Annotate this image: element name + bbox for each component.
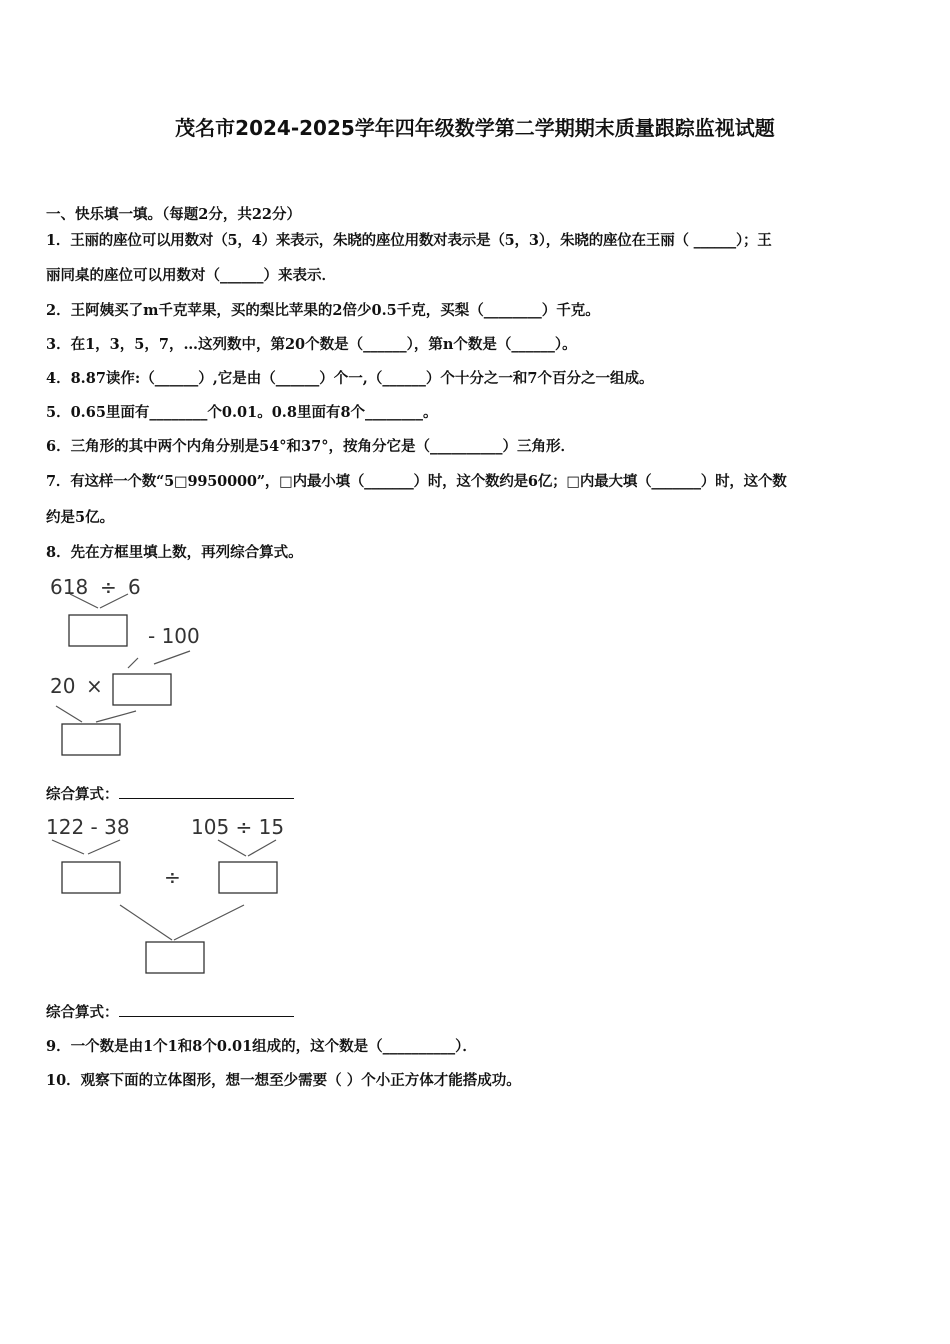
question-9: 9．一个数是由1个1和8个0.01组成的，这个数是（__________）．: [46, 1038, 477, 1055]
diagram1-minus-100: - 100: [148, 624, 200, 648]
section-heading: 一、快乐填一填。（每题2分，共22分）: [46, 206, 302, 223]
calc-diagram-1: [40, 572, 260, 766]
question-10: 10．观察下面的立体图形，想一想至少需要（ ）个小正方体才能搭成功。: [46, 1072, 521, 1089]
formula-blank[interactable]: [119, 1004, 294, 1017]
connector-line: [56, 706, 82, 722]
question-5: 5．0.65里面有________个0.01。0.8里面有8个________。: [46, 404, 438, 421]
answer-box[interactable]: [62, 862, 120, 893]
connector-line: [128, 658, 138, 668]
connector-line: [96, 711, 136, 722]
question-8: 8．先在方框里填上数，再列综合算式。: [46, 544, 303, 561]
question-1-line-1: 1．王丽的座位可以用数对（5，4）来表示，朱晓的座位用数对表示是（5，3），朱晓的座位在王丽（ ______）；王: [46, 232, 772, 249]
diagram2-right-expr: 105 ÷ 15: [191, 815, 285, 839]
connector-line: [52, 840, 84, 854]
diagram1-20: 20: [50, 674, 76, 698]
connector-line: [174, 905, 244, 940]
connector-line: [218, 840, 246, 856]
answer-box[interactable]: [113, 674, 171, 705]
formula-line-1: [46, 783, 294, 804]
formula-line-2: [46, 1001, 294, 1022]
diagram1-times: ×: [86, 674, 103, 698]
answer-box[interactable]: [219, 862, 277, 893]
diagram2-left-expr: 122 - 38: [46, 815, 130, 839]
connector-line: [88, 840, 120, 854]
question-3: 3．在1，3，5，7，…这列数中，第20个数是（______），第n个数是（______）。: [46, 336, 577, 353]
question-7-line-2: 约是5亿。: [46, 509, 115, 526]
diagram1-6: 6: [128, 575, 141, 599]
question-2: 2．王阿姨买了m千克苹果，买的梨比苹果的2倍少0.5千克，买梨（________）千克。: [46, 302, 600, 319]
answer-box[interactable]: [146, 942, 204, 973]
formula-label: 综合算式：: [46, 1004, 119, 1021]
connector-line: [120, 905, 172, 940]
question-7-line-1: 7．有这样一个数“5□9950000”，□内最小填（_______）时，这个数约是6亿；□内最大填（_______）时，这个数: [46, 473, 787, 490]
connector-line: [248, 840, 276, 856]
answer-box[interactable]: [69, 615, 127, 646]
formula-label: 综合算式：: [46, 786, 119, 803]
question-6: 6．三角形的其中两个内角分别是54°和37°，按角分它是（__________）三角形．: [46, 438, 575, 455]
page-title: 茂名市2024-2025学年四年级数学第二学期期末质量跟踪监视试题: [175, 116, 775, 140]
diagram2-divide: ÷: [164, 865, 181, 889]
calc-diagram-2: [40, 812, 320, 984]
formula-blank[interactable]: [119, 786, 294, 799]
question-1-line-2: 丽同桌的座位可以用数对（______）来表示．: [46, 267, 336, 284]
diagram1-618: 618: [50, 575, 89, 599]
diagram1-divide: ÷: [100, 575, 117, 599]
connector-line: [154, 651, 190, 664]
answer-box[interactable]: [62, 724, 120, 755]
question-4: 4．8.87读作:（______）,它是由（______）个一,（______）个十分之一和7个百分之一组成。: [46, 370, 654, 387]
